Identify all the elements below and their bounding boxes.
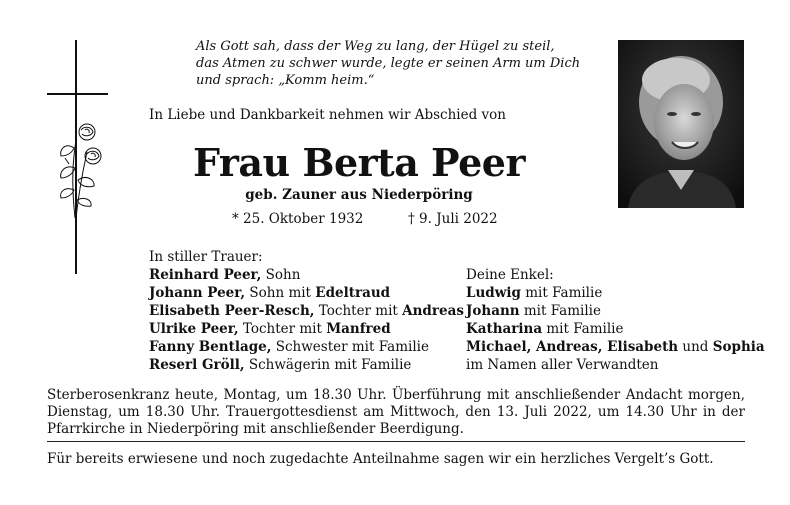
deceased-name: Frau Berta Peer xyxy=(193,140,525,185)
list-item: im Namen aller Verwandten xyxy=(466,357,659,373)
verse-line-3: und sprach: „Komm heim.“ xyxy=(196,73,375,88)
list-item: Reinhard Peer, Sohn xyxy=(149,267,301,283)
birth-date: * 25. Oktober 1932 xyxy=(232,211,364,227)
list-item: Ludwig mit Familie xyxy=(466,285,603,301)
grandchildren-list xyxy=(466,266,765,374)
intro-text: In Liebe und Dankbarkeit nehmen wir Abschied von xyxy=(149,107,506,123)
memorial-verse xyxy=(196,38,596,89)
divider xyxy=(47,441,745,442)
verse-line-1: Als Gott sah, dass der Weg zu lang, der Hügel zu steil, xyxy=(196,39,555,54)
life-dates xyxy=(232,211,498,227)
list-item: Johann Peer, Sohn mit Edeltraud xyxy=(149,285,391,301)
list-item: Fanny Bentlage, Schwester mit Familie xyxy=(149,339,429,355)
list-item: Katharina mit Familie xyxy=(466,321,624,337)
verse-line-2: das Atmen zu schwer wurde, legte er seinen Arm um Dich xyxy=(196,56,581,71)
list-item: Johann mit Familie xyxy=(466,303,601,319)
death-date: † 9. Juli 2022 xyxy=(408,211,498,227)
mourners-heading: In stiller Trauer: xyxy=(149,249,263,265)
list-item: Reserl Gröll, Schwägerin mit Familie xyxy=(149,357,412,373)
list-item: Michael, Andreas, Elisabeth und Sophia xyxy=(466,339,765,355)
list-item: Elisabeth Peer-Resch, Tochter mit Andreas xyxy=(149,303,464,319)
list-item: Ulrike Peer, Tochter mit Manfred xyxy=(149,321,391,337)
service-info: Sterberosenkranz heute, Montag, um 18.30 Uhr. Überführung mit anschließender Andacht morgen, Dienstag, um 18.30 Uhr. Trauergottesdienst am Mittwoch, den 13. Juli 2022, um 14.30 Uhr in der Pfarrkirche in Niederpöring mit anschließender Beerdigung. xyxy=(47,387,745,437)
thanks-text: Für bereits erwiesene und noch zugedachte Anteilnahme sagen wir ein herzliches Vergelt’s Gott. xyxy=(47,451,714,467)
mourners-list xyxy=(149,248,464,374)
birth-info: geb. Zauner aus Niederpöring xyxy=(245,187,473,203)
grandchildren-heading: Deine Enkel: xyxy=(466,267,554,283)
